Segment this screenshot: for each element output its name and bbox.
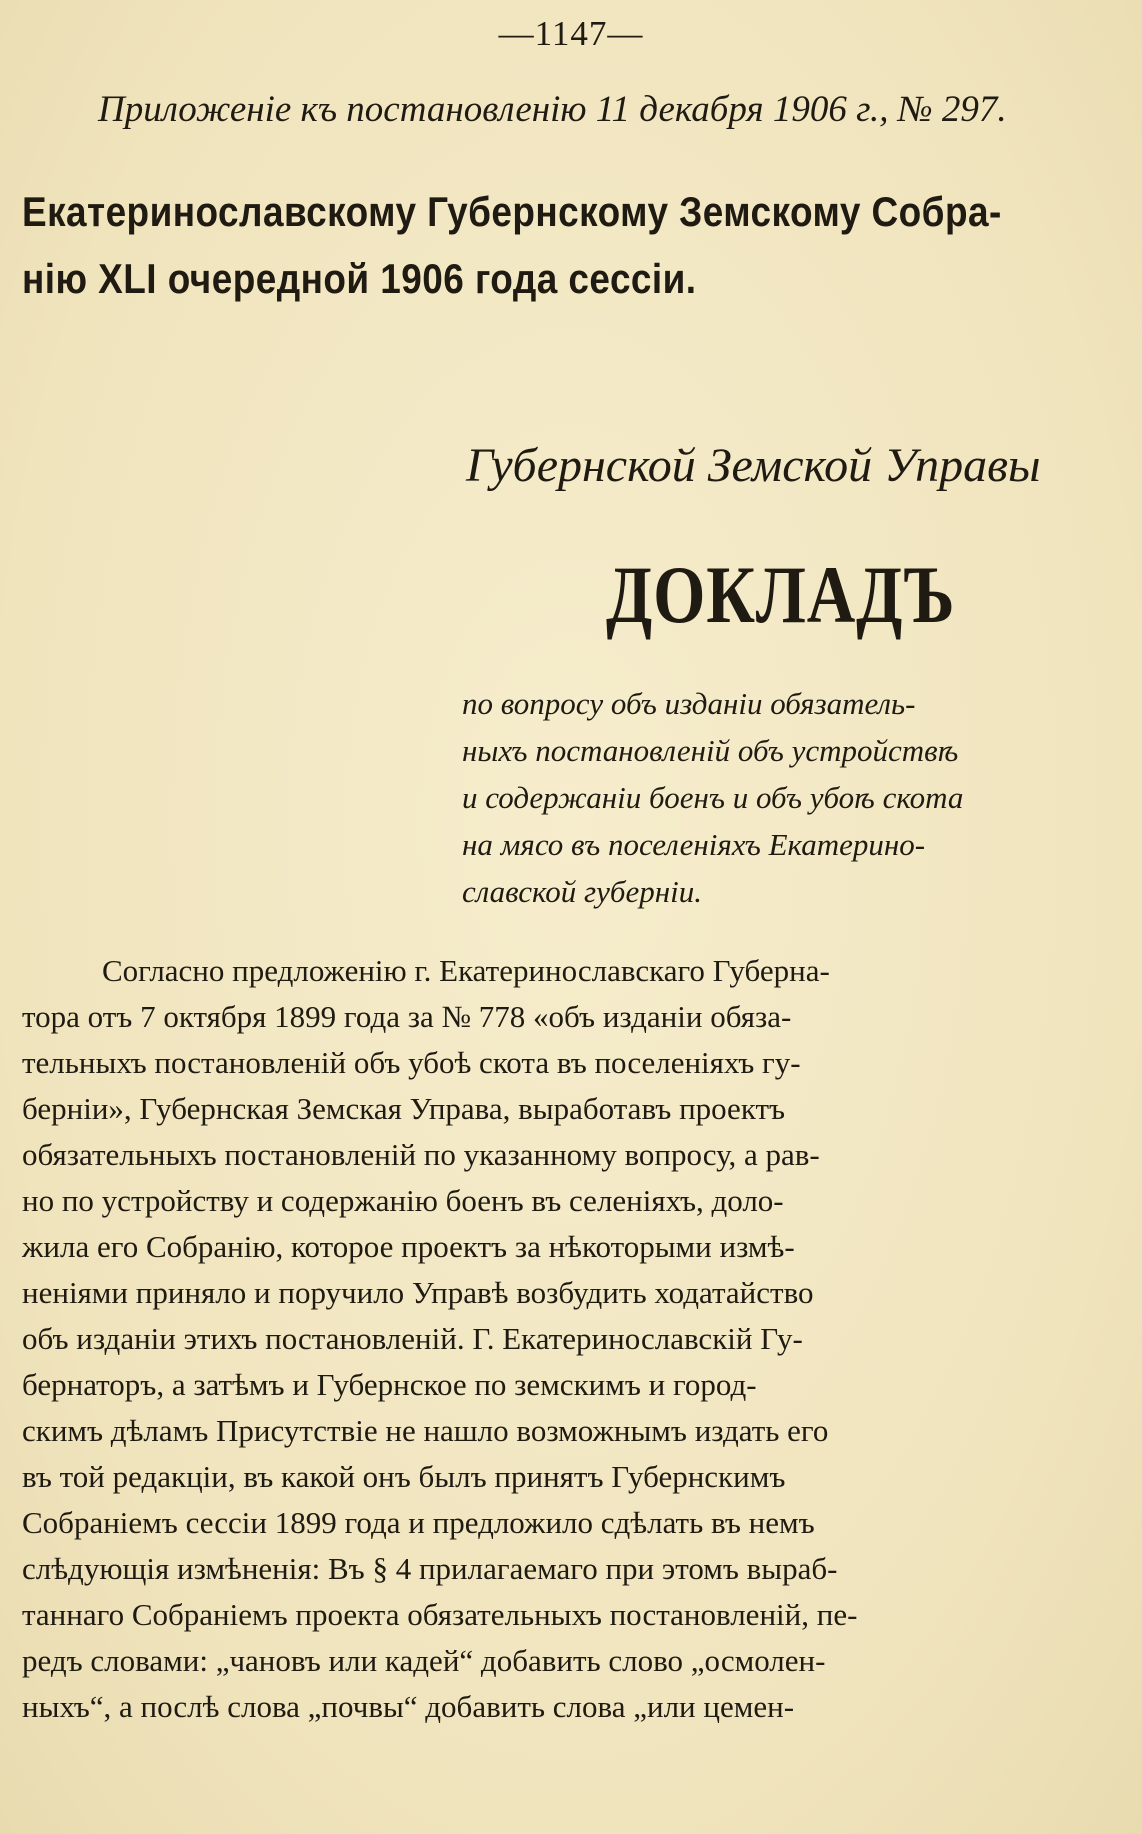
body-line: объ изданіи этихъ постановленій. Г. Екатеринославскій Гу-: [22, 1321, 803, 1356]
body-line: ныхъ“, а послѣ слова „почвы“ добавить слова „или цемен-: [22, 1689, 795, 1724]
body-line: въ той редакціи, въ какой онъ былъ принятъ Губернскимъ: [22, 1459, 786, 1494]
body-line: тора отъ 7 октября 1899 года за № 778 «объ изданіи обяза-: [22, 999, 792, 1034]
body-line: Согласно предложенію г. Екатеринославскаго Губерна-: [102, 953, 830, 988]
subject-line: по вопросу объ изданіи обязатель-: [462, 686, 916, 721]
body-paragraph: [22, 948, 1052, 1730]
subject-line: и содержаніи боенъ и объ убоѣ скота: [462, 780, 964, 815]
document-title: ДОКЛАДЪ: [606, 549, 956, 640]
body-line: бернаторъ, а затѣмъ и Губернское по земскимъ и город-: [22, 1367, 757, 1402]
authority-line: Губернской Земской Управы: [466, 439, 1041, 492]
appendix-note: Приложеніе къ постановленію 11 декабря 1906 г., № 297.: [98, 89, 1007, 130]
subject-line: ныхъ постановленій объ устройствѣ: [462, 733, 959, 768]
page-number: —1147—: [498, 14, 644, 53]
subject-line: славской губерніи.: [462, 874, 702, 909]
body-line: скимъ дѣламъ Присутствіе не нашло возможнымъ издать его: [22, 1413, 829, 1448]
body-line: тельныхъ постановленій объ убоѣ скота въ поселеніяхъ гу-: [22, 1045, 801, 1080]
body-line: обязательныхъ постановленій по указанному вопросу, а рав-: [22, 1137, 820, 1172]
body-line: таннаго Собраніемъ проекта обязательныхъ постановленій, пе-: [22, 1597, 858, 1632]
heading-line: нію XLI очередной 1906 года сессіи.: [22, 255, 697, 302]
body-line: жила его Собранію, которое проектъ за нѣкоторыми измѣ-: [22, 1229, 795, 1264]
heading-line: Екатеринославскому Губернскому Земскому Собра-: [22, 188, 1002, 235]
body-line: но по устройству и содержанію боенъ въ селеніяхъ, доло-: [22, 1183, 784, 1218]
report-subject: [462, 680, 1062, 915]
body-line: неніями приняло и поручило Управѣ возбудить ходатайство: [22, 1275, 814, 1310]
document-heading: [22, 178, 1002, 312]
body-line: редъ словами: „чановъ или кадей“ добавить слово „осмолен-: [22, 1643, 826, 1678]
body-line: берніи», Губернская Земская Управа, выработавъ проектъ: [22, 1091, 786, 1126]
body-line: Собраніемъ сессіи 1899 года и предложило сдѣлать въ немъ: [22, 1505, 815, 1540]
subject-line: на мясо въ поселеніяхъ Екатерино-: [462, 827, 926, 862]
body-line: слѣдующія измѣненія: Въ § 4 прилагаемаго при этомъ выраб-: [22, 1551, 838, 1586]
